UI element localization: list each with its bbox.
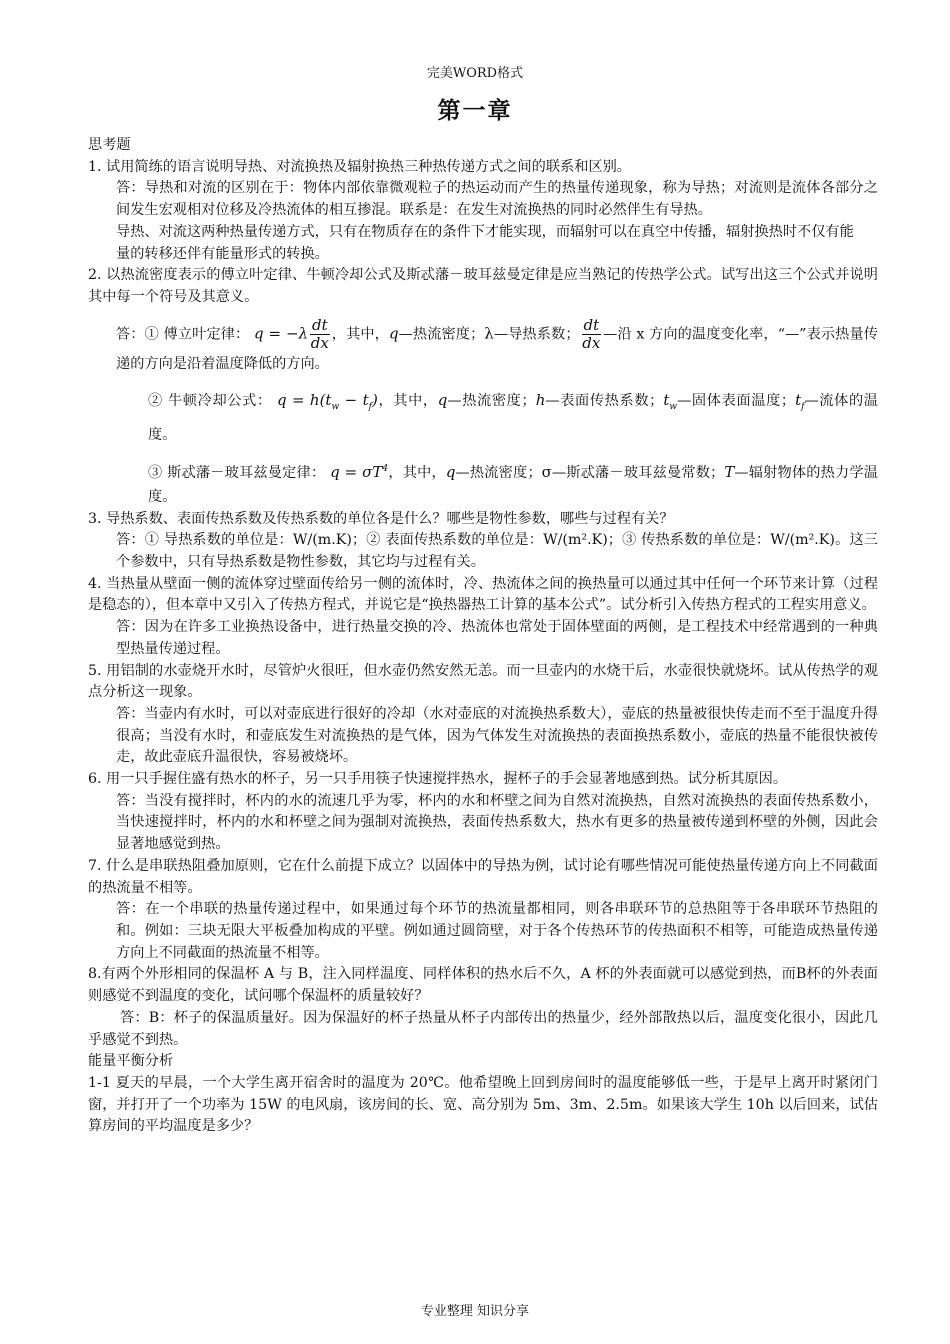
answer-2-newton <box>88 386 878 449</box>
frac-numerator: dt <box>583 315 600 334</box>
answer-1-part-2: 导热、对流这两种热量传递方式，只有在物质存在的条件下才能实现，而辐射可以在真空中传播，辐射换热时不仅有能 <box>116 223 854 240</box>
text: ，其中， <box>377 392 438 409</box>
answer-2-fourier <box>88 317 878 376</box>
frac-numerator: dt <box>312 315 328 334</box>
question-3: 3. 导热系数、表面传热系数及传热系数的单位各是什么？哪些是物性参数，哪些与过程有关？ <box>88 510 674 527</box>
document-body <box>88 135 878 1138</box>
answer-1-part-1: 答：导热和对流的区别在于：物体内部依靠微观粒子的热运动而产生的热量传递现象，称为导热；对流则是流体各部分之间发生宏观相对位移及冷热流体的相互掺混。联系是：在发生对流换热的同时必然伴生有导热。 <box>116 180 878 219</box>
answer-3: 答：① 导热系数的单位是：W/(m.K)；② 表面传热系数的单位是：W/(m².K)；③ 传热系数的单位是：W/(m².K)。这三个参数中，只有导热系数是物性参数，其它均与过程有关。 <box>116 532 878 571</box>
symbol-h: h <box>535 390 546 409</box>
text: —固体表面温度； <box>677 392 796 409</box>
subscript-w: w <box>669 401 678 412</box>
superscript-4: 4 <box>382 463 389 474</box>
question-7: 7. 什么是串联热阻叠加原则，它在什么前提下成立？以固体中的导热为例，试讨论有哪些情况可能使热量传递方向上不同截面的热流量不相等。 <box>88 857 878 896</box>
text: ，其中， <box>331 326 389 343</box>
formula-part: q = σT <box>330 462 383 481</box>
question-5: 5. 用铝制的水壶烧开水时，尽管炉火很旺，但水壶仍然安然无恙。而一旦壶内的水烧干后，水壶很快就烧坏。试从传热学的观点分析这一现象。 <box>88 662 878 701</box>
formula-part: q = h(t <box>276 390 332 409</box>
subscript-f: f <box>368 401 372 412</box>
problem-1-1: 1-1 夏天的早晨，一个大学生离开宿舍时的温度为 20℃。他希望晚上回到房间时的温度能够低一些，于是早上离开时紧闭门窗，并打开了一个功率为 15W 的电风扇，该房间的长、宽、高分别为 5m、3m、2.5m。如果该大学生 10h 以后回来，试估算房间的平均温度是多少？ <box>88 1074 878 1135</box>
temperature-gradient <box>582 317 602 352</box>
subscript-w: w <box>331 401 340 412</box>
symbol-tw <box>663 390 678 412</box>
stefan-formula <box>330 463 388 481</box>
answer-8: 答：B：杯子的保温质量好。因为保温好的杯子热量从杯子内部传出的热量少，经外部散热以后，温度变化很小，因此几乎感觉不到热。 <box>88 1009 878 1048</box>
text: —热流密度； <box>398 326 485 343</box>
symbol-q: q <box>445 462 456 481</box>
symbol-T: T <box>724 462 735 481</box>
text: —流体的温度。 <box>148 392 878 443</box>
text: —表面传热系数； <box>545 392 664 409</box>
newton-label: ② 牛顿冷却公式： <box>148 392 272 409</box>
text: —辐射物体的热力学温度。 <box>148 464 878 505</box>
fourier-derivative <box>310 317 330 352</box>
subscript-f: f <box>801 401 805 412</box>
text: —热流密度； <box>455 464 542 481</box>
answer-7: 答：在一个串联的热量传递过程中，如果通过每个环节的热流量都相同，则各串联环节的总热阻等于各串联环节热阻的和。例如：三块无限大平板叠加构成的平壁。例如通过圆筒壁，对于各个传热环节的传热面积不相等，可能造成热量传递方向上不同截面的热流量不相等。 <box>116 901 878 961</box>
symbol-t: t <box>663 390 670 409</box>
section-heading: 思考题 <box>88 137 131 153</box>
newton-formula <box>276 390 378 412</box>
symbol-q: q <box>437 390 448 409</box>
formula-part: ) <box>371 390 378 409</box>
symbol-q: q <box>388 324 399 343</box>
answer-2-stefan <box>88 457 878 509</box>
answer-6: 答：当没有搅拌时，杯内的水的流速几乎为零，杯内的水和杯壁之间为自然对流换热，自然对流换热的表面传热系数小，当快速搅拌时，杯内的水和杯壁之间为强制对流换热，表面传热系数大，热水有更多的热量被传递到杯壁的外侧，因此会显著地感觉到热。 <box>116 792 878 853</box>
symbol-t: t <box>795 390 802 409</box>
symbol-lambda: λ <box>484 324 494 343</box>
text: —斯忒藩－玻耳兹曼常数； <box>551 464 725 481</box>
text: —热流密度； <box>447 392 536 409</box>
page-header: 完美WORD格式 <box>426 66 524 81</box>
frac-denominator: dx <box>310 333 329 352</box>
symbol-sigma: σ <box>541 462 552 481</box>
fourier-formula: q = −λ <box>254 324 309 343</box>
text: —沿 x 方向的温度变化率，“—”表示热量传递的方向是沿着温度降低的方向。 <box>116 326 878 372</box>
stefan-label: ③ 斯忒藩－玻耳兹曼定律： <box>148 464 326 481</box>
frac-denominator: dx <box>582 333 601 352</box>
page-footer: 专业整理 知识分享 <box>420 1304 530 1319</box>
text: ，其中， <box>388 464 446 481</box>
answer-1-part-3: 量的转移还伴有能量形式的转换。 <box>116 245 329 262</box>
question-6: 6. 用一只手握住盛有热水的杯子，另一只手用筷子快速搅拌热水，握杯子的手会显著地感到热。试分析其原因。 <box>88 771 788 788</box>
question-2: 2. 以热流密度表示的傅立叶定律、牛顿冷却公式及斯忒藩－玻耳兹曼定律是应当熟记的传热学公式。试写出这三个公式并说明其中每一个符号及其意义。 <box>88 267 878 305</box>
chapter-title: 第一章 <box>437 97 513 124</box>
section-heading: 能量平衡分析 <box>88 1053 174 1070</box>
fourier-label: 答：① 傅立叶定律： <box>116 326 250 343</box>
question-8: 8.有两个外形相同的保温杯 A 与 B，注入同样温度、同样体积的热水后不久，A 杯的外表面就可以感觉到热，而B杯的外表面则感觉不到温度的变化，试问哪个保温杯的质量较好？ <box>88 966 878 1005</box>
answer-4: 答：因为在许多工业换热设备中，进行热量交换的冷、热流体也常处于固体壁面的两侧，是工程技术中经常遇到的一种典型热量传递过程。 <box>116 619 878 657</box>
question-4: 4. 当热量从壁面一侧的流体穿过壁面传给另一侧的流体时，冷、热流体之间的换热量可以通过其中任何一个环节来计算（过程是稳态的），但本章中又引入了传热方程式，并说它是“换热器热工计算的基本公式”。试分析引入传热方程式的工程实用意义。 <box>88 575 878 614</box>
question-1: 1. 试用简练的语言说明导热、对流换热及辐射换热三种热传递方式之间的联系和区别。 <box>88 158 631 175</box>
answer-5: 答：当壶内有水时，可以对壶底进行很好的冷却（水对壶底的对流换热系数大），壶底的热量被很快传走而不至于温度升得很高；当没有水时，和壶底发生对流换热的是气体，因为气体发生对流换热的表面换热系数小，壶底的热量不能很快被传走，故此壶底升温很快，容易被烧坏。 <box>116 705 878 766</box>
text: —导热系数； <box>493 326 580 343</box>
formula-part: − t <box>339 390 369 409</box>
